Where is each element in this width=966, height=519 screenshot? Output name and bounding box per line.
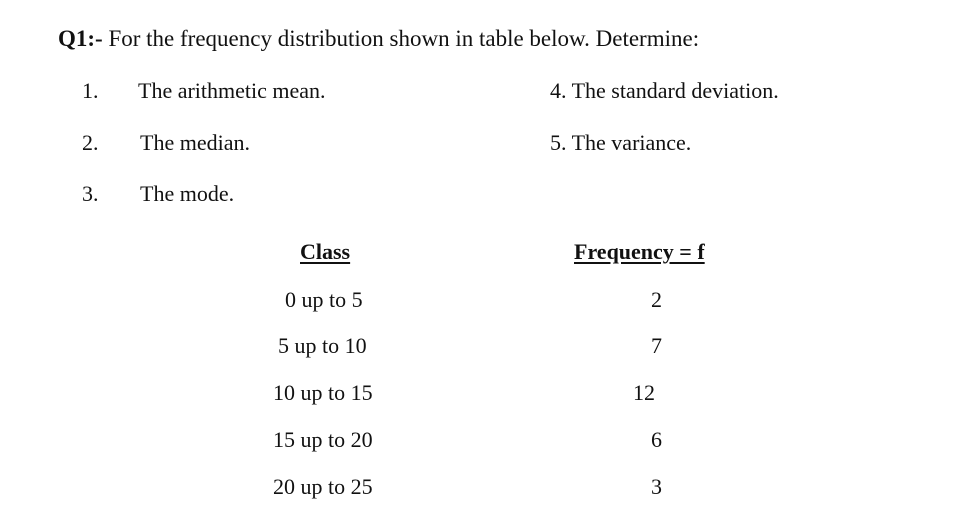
task-4-text: 4. The standard deviation. [550,78,779,103]
task-3-number: 3. [82,181,99,206]
frequency-cell-3: 12 [633,380,655,405]
class-cell-3: 10 up to 15 [273,380,373,405]
class-cell-1: 0 up to 5 [285,287,363,312]
question-text: For the frequency distribution shown in table below. Determine: [108,26,700,51]
class-cell-5: 20 up to 25 [273,474,373,499]
task-1-text: The arithmetic mean. [138,78,326,103]
class-cell-4: 15 up to 20 [273,427,373,452]
frequency-cell-5: 3 [651,474,662,499]
question-line [58,26,699,52]
class-cell-2: 5 up to 10 [278,333,367,358]
task-2-text: The median. [140,130,250,155]
task-2-number: 2. [82,130,99,155]
frequency-cell-1: 2 [651,287,662,312]
task-1-number: 1. [82,78,99,103]
class-header: Class [300,239,351,264]
frequency-header: Frequency = f [574,239,705,264]
frequency-cell-4: 6 [651,427,662,452]
task-5-text: 5. The variance. [550,130,692,155]
task-3-text: The mode. [140,181,235,206]
frequency-cell-2: 7 [651,333,662,358]
question-label: Q1:- [58,26,103,51]
